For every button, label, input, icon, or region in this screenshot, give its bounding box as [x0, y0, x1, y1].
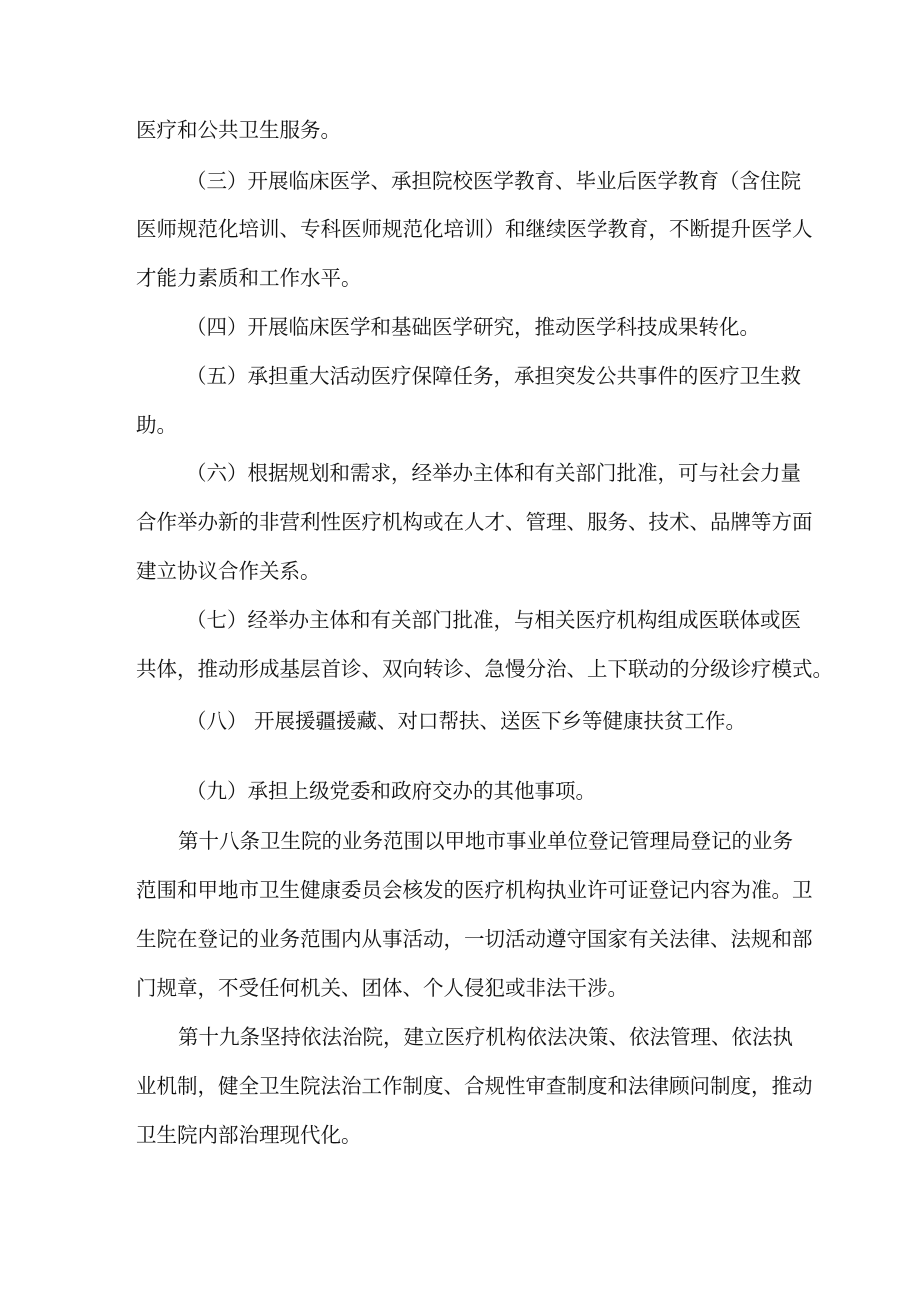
text-line: 医疗和公共卫生服务。 [136, 118, 341, 142]
text-line: 卫生院内部治理现代化。 [136, 1123, 362, 1147]
text-line: （七）经举办主体和有关部门批准，与相关医疗机构组成医联体或医 [186, 608, 801, 632]
text-line: 生院在登记的业务范围内从事活动，一切活动遵守国家有关法律、法规和部 [136, 927, 813, 951]
text-line: 才能力素质和工作水平。 [136, 266, 362, 290]
text-line: （九）承担上级党委和政府交办的其他事项。 [186, 779, 596, 803]
text-line: （三）开展临床医学、承担院校医学教育、毕业后医学教育（含住院 [186, 169, 801, 193]
text-line: （六）根据规划和需求，经举办主体和有关部门批准，可与社会力量 [186, 461, 801, 485]
text-line: （八） 开展援疆援藏、对口帮扶、送医下乡等健康扶贫工作。 [186, 709, 747, 733]
text-line: 建立协议合作关系。 [136, 559, 321, 583]
text-line: 第十八条卫生院的业务范围以甲地市事业单位登记管理局登记的业务 [178, 829, 793, 853]
text-line: 助。 [136, 413, 177, 437]
text-line: （五）承担重大活动医疗保障任务，承担突发公共事件的医疗卫生救 [186, 364, 801, 388]
text-line: 范围和甲地市卫生健康委员会核发的医疗机构执业许可证登记内容为准。卫 [136, 878, 813, 902]
text-line: 第十九条坚持依法治院，建立医疗机构依法决策、依法管理、依法执 [178, 1025, 793, 1049]
text-line: （四）开展临床医学和基础医学研究，推动医学科技成果转化。 [186, 315, 760, 339]
text-line: 业机制，健全卫生院法治工作制度、合规性审查制度和法律顾问制度，推动 [136, 1074, 813, 1098]
text-line: 医师规范化培训、专科医师规范化培训）和继续医学教育，不断提升医学人 [136, 217, 813, 241]
text-line: 门规章，不受任何机关、团体、个人侵犯或非法干涉。 [136, 976, 628, 1000]
text-line: 共体，推动形成基层首诊、双向转诊、急慢分治、上下联动的分级诊疗模式。 [136, 657, 833, 681]
text-line: 合作举办新的非营利性医疗机构或在人才、管理、服务、技术、品牌等方面 [136, 510, 813, 534]
